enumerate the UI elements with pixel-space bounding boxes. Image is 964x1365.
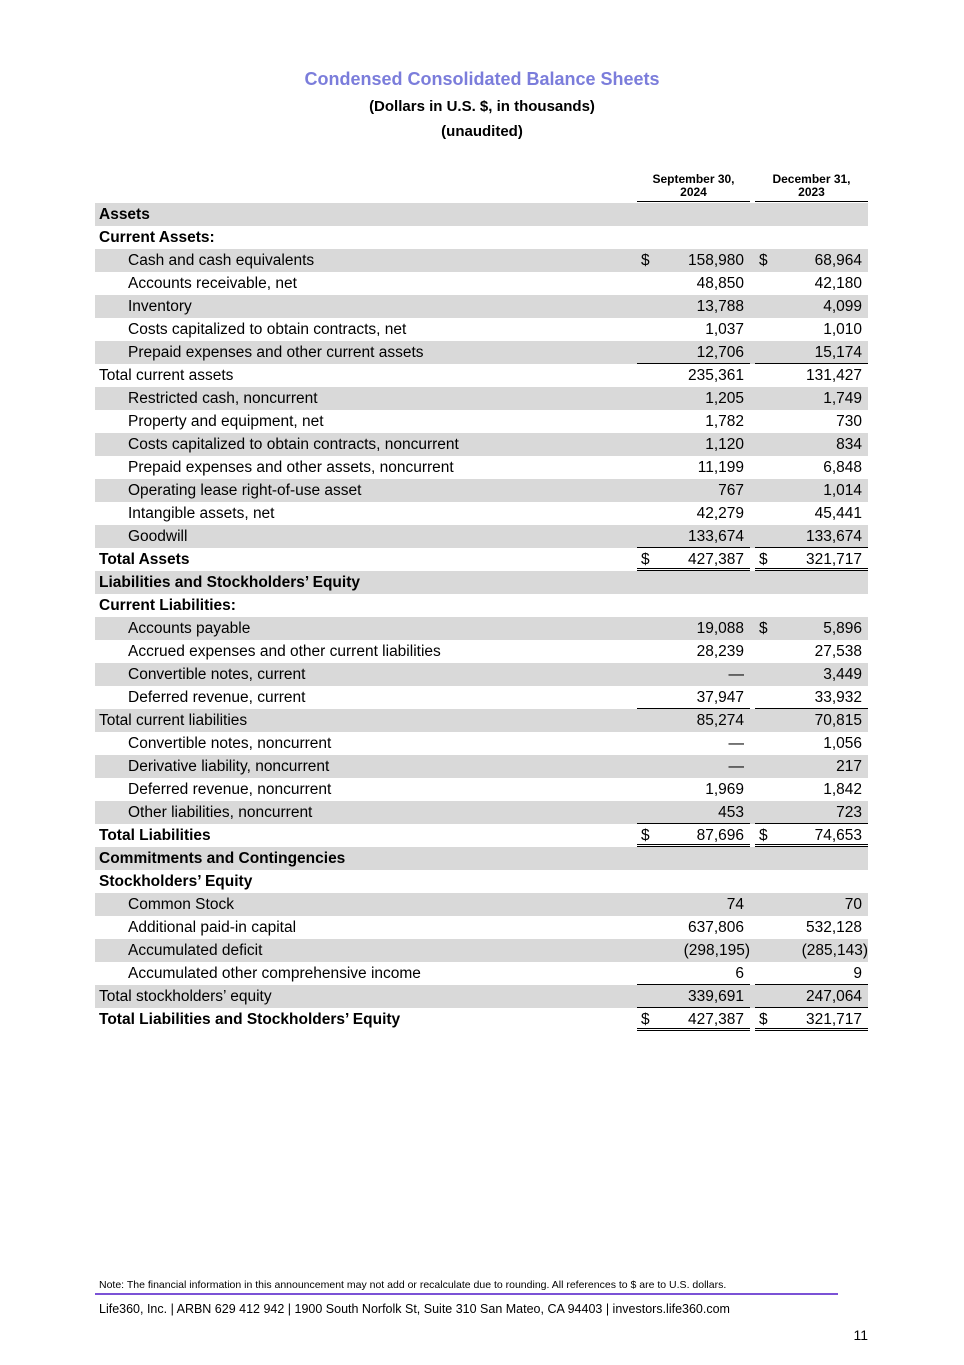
value: 1,120 bbox=[705, 436, 744, 453]
value: 339,691 bbox=[687, 988, 744, 1005]
value-cell-sep-2024 bbox=[637, 709, 750, 732]
value-cell-dec-2023 bbox=[755, 824, 868, 847]
table-row bbox=[95, 502, 868, 525]
value-cell-sep-2024 bbox=[637, 870, 750, 893]
value: 70 bbox=[844, 896, 862, 913]
value-cell-dec-2023 bbox=[755, 870, 868, 893]
value: 74,653 bbox=[814, 827, 862, 844]
table-row bbox=[95, 364, 868, 387]
value: 133,674 bbox=[687, 528, 744, 545]
value-cell-dec-2023 bbox=[755, 893, 868, 916]
row-label: Commitments and Contingencies bbox=[99, 850, 346, 867]
row-label: Assets bbox=[99, 206, 150, 223]
table-row bbox=[95, 203, 868, 226]
row-label: Operating lease right-of-use asset bbox=[128, 482, 362, 499]
value-cell-dec-2023 bbox=[755, 341, 868, 364]
value-cell-sep-2024 bbox=[637, 364, 750, 387]
value: 321,717 bbox=[805, 1011, 862, 1028]
row-label: Prepaid expenses and other assets, noncurrent bbox=[128, 459, 454, 476]
value-cell-sep-2024 bbox=[637, 939, 750, 962]
balance-sheet-table bbox=[95, 203, 868, 1031]
value-cell-dec-2023 bbox=[755, 456, 868, 479]
row-label: Convertible notes, current bbox=[128, 666, 306, 683]
value-cell-dec-2023 bbox=[755, 410, 868, 433]
value: 48,850 bbox=[696, 275, 744, 292]
table-row bbox=[95, 686, 868, 709]
value: 1,014 bbox=[823, 482, 862, 499]
value: 33,932 bbox=[814, 689, 862, 706]
value: 131,427 bbox=[805, 367, 862, 384]
value-cell-dec-2023 bbox=[755, 249, 868, 272]
currency-symbol: $ bbox=[641, 252, 650, 269]
value: 321,717 bbox=[805, 551, 862, 568]
value-cell-sep-2024 bbox=[637, 502, 750, 525]
row-label: Stockholders’ Equity bbox=[99, 873, 253, 890]
value: 6,848 bbox=[823, 459, 862, 476]
value: 9 bbox=[853, 965, 862, 982]
value-cell-sep-2024 bbox=[637, 824, 750, 847]
value-cell-dec-2023 bbox=[755, 686, 868, 709]
value-cell-dec-2023 bbox=[755, 272, 868, 295]
value: 158,980 bbox=[687, 252, 744, 269]
table-row bbox=[95, 962, 868, 985]
value: 1,205 bbox=[705, 390, 744, 407]
value-cell-sep-2024 bbox=[637, 249, 750, 272]
value-cell-sep-2024 bbox=[637, 272, 750, 295]
value-cell-dec-2023 bbox=[755, 732, 868, 755]
value-cell-dec-2023 bbox=[755, 663, 868, 686]
value-cell-sep-2024 bbox=[637, 985, 750, 1008]
table-row bbox=[95, 272, 868, 295]
value: 6 bbox=[735, 965, 744, 982]
row-label: Deferred revenue, current bbox=[128, 689, 306, 706]
value-cell-sep-2024 bbox=[637, 847, 750, 870]
value-cell-dec-2023 bbox=[755, 318, 868, 341]
value: 27,538 bbox=[814, 643, 862, 660]
value: 217 bbox=[836, 758, 862, 775]
currency-symbol: $ bbox=[759, 620, 768, 637]
value-cell-dec-2023 bbox=[755, 962, 868, 985]
value-cell-sep-2024 bbox=[637, 203, 750, 226]
table-row bbox=[95, 640, 868, 663]
value: 12,706 bbox=[696, 344, 744, 361]
value-cell-sep-2024 bbox=[637, 893, 750, 916]
table-row bbox=[95, 939, 868, 962]
value-cell-dec-2023 bbox=[755, 755, 868, 778]
value-cell-sep-2024 bbox=[637, 732, 750, 755]
value-cell-sep-2024 bbox=[637, 617, 750, 640]
value-cell-sep-2024 bbox=[637, 755, 750, 778]
value-cell-sep-2024 bbox=[637, 548, 750, 571]
value-cell-sep-2024 bbox=[637, 686, 750, 709]
value-cell-dec-2023 bbox=[755, 502, 868, 525]
value-cell-sep-2024 bbox=[637, 1008, 750, 1031]
value: (285,143) bbox=[801, 942, 868, 959]
value-cell-dec-2023 bbox=[755, 847, 868, 870]
table-row bbox=[95, 226, 868, 249]
row-label: Intangible assets, net bbox=[128, 505, 275, 522]
value: 1,969 bbox=[705, 781, 744, 798]
value: 5,896 bbox=[823, 620, 862, 637]
row-label: Accounts receivable, net bbox=[128, 275, 297, 292]
row-label: Derivative liability, noncurrent bbox=[128, 758, 330, 775]
value: 68,964 bbox=[814, 252, 862, 269]
currency-symbol: $ bbox=[759, 551, 768, 568]
value: — bbox=[728, 735, 744, 752]
currency-symbol: $ bbox=[759, 827, 768, 844]
currency-symbol: $ bbox=[641, 1011, 650, 1028]
value: 834 bbox=[836, 436, 862, 453]
table-row bbox=[95, 249, 868, 272]
value-cell-sep-2024 bbox=[637, 295, 750, 318]
table-row bbox=[95, 847, 868, 870]
page-title: Condensed Consolidated Balance Sheets bbox=[304, 69, 660, 89]
value-cell-dec-2023 bbox=[755, 617, 868, 640]
value: 19,088 bbox=[696, 620, 744, 637]
value: 1,782 bbox=[705, 413, 744, 430]
table-row bbox=[95, 479, 868, 502]
value-cell-sep-2024 bbox=[637, 801, 750, 824]
row-label: Additional paid-in capital bbox=[128, 919, 297, 936]
value-cell-dec-2023 bbox=[755, 364, 868, 387]
table-row bbox=[95, 318, 868, 341]
value: — bbox=[728, 666, 744, 683]
value-cell-sep-2024 bbox=[637, 594, 750, 617]
value: 1,010 bbox=[823, 321, 862, 338]
value: 3,449 bbox=[823, 666, 862, 683]
value-cell-sep-2024 bbox=[637, 410, 750, 433]
value-cell-dec-2023 bbox=[755, 203, 868, 226]
value: 767 bbox=[718, 482, 744, 499]
value-cell-sep-2024 bbox=[637, 663, 750, 686]
row-label: Total Liabilities and Stockholders’ Equity bbox=[99, 1011, 401, 1028]
row-label: Total current assets bbox=[99, 367, 234, 384]
currency-symbol: $ bbox=[759, 1011, 768, 1028]
value: 87,696 bbox=[696, 827, 744, 844]
value-cell-dec-2023 bbox=[755, 295, 868, 318]
value-cell-dec-2023 bbox=[755, 1008, 868, 1031]
table-row bbox=[95, 801, 868, 824]
row-label: Restricted cash, noncurrent bbox=[128, 390, 318, 407]
table-row bbox=[95, 617, 868, 640]
rounding-note: Note: The financial information in this announcement may not add or recalculate due to rounding. All references to $ are to U.S. dollars. bbox=[99, 1279, 727, 1291]
company-footer: Life360, Inc. | ARBN 629 412 942 | 1900 South Norfolk St, Suite 310 San Mateo, CA 94403 | investors.life360.com bbox=[99, 1302, 730, 1316]
table-row bbox=[95, 456, 868, 479]
value-cell-dec-2023 bbox=[755, 548, 868, 571]
row-label: Total stockholders’ equity bbox=[99, 988, 272, 1005]
value: 427,387 bbox=[687, 551, 744, 568]
value-cell-sep-2024 bbox=[637, 318, 750, 341]
row-label: Total Liabilities bbox=[99, 827, 211, 844]
row-label: Accumulated deficit bbox=[128, 942, 263, 959]
units-subtitle: (Dollars in U.S. $, in thousands) bbox=[369, 98, 595, 115]
row-label: Inventory bbox=[128, 298, 192, 315]
value-cell-sep-2024 bbox=[637, 433, 750, 456]
value-cell-dec-2023 bbox=[755, 778, 868, 801]
value-cell-sep-2024 bbox=[637, 571, 750, 594]
value-cell-dec-2023 bbox=[755, 387, 868, 410]
row-label: Property and equipment, net bbox=[128, 413, 324, 430]
value: 15,174 bbox=[814, 344, 862, 361]
value: 70,815 bbox=[814, 712, 862, 729]
value-cell-sep-2024 bbox=[637, 525, 750, 548]
value: 28,239 bbox=[696, 643, 744, 660]
value-cell-dec-2023 bbox=[755, 801, 868, 824]
value: 247,064 bbox=[805, 988, 862, 1005]
value: 453 bbox=[718, 804, 744, 821]
value-cell-sep-2024 bbox=[637, 226, 750, 249]
row-label: Goodwill bbox=[128, 528, 188, 545]
value-cell-dec-2023 bbox=[755, 939, 868, 962]
table-row bbox=[95, 778, 868, 801]
row-label: Costs capitalized to obtain contracts, net bbox=[128, 321, 407, 338]
value: 1,056 bbox=[823, 735, 862, 752]
column-header-sep-2024-text: September 30, 2024 bbox=[652, 172, 735, 199]
value: 4,099 bbox=[823, 298, 862, 315]
value-cell-sep-2024 bbox=[637, 341, 750, 364]
row-label: Deferred revenue, noncurrent bbox=[128, 781, 332, 798]
value-cell-dec-2023 bbox=[755, 640, 868, 663]
table-row bbox=[95, 433, 868, 456]
value: 13,788 bbox=[696, 298, 744, 315]
row-label: Current Liabilities: bbox=[99, 597, 236, 614]
table-row bbox=[95, 732, 868, 755]
currency-symbol: $ bbox=[641, 551, 650, 568]
value: 1,842 bbox=[823, 781, 862, 798]
page-number: 11 bbox=[853, 1327, 868, 1343]
currency-symbol: $ bbox=[759, 252, 768, 269]
table-row bbox=[95, 985, 868, 1008]
value-cell-dec-2023 bbox=[755, 709, 868, 732]
row-label: Cash and cash equivalents bbox=[128, 252, 315, 269]
value-cell-sep-2024 bbox=[637, 916, 750, 939]
table-row bbox=[95, 916, 868, 939]
table-row bbox=[95, 709, 868, 732]
row-label: Liabilities and Stockholders’ Equity bbox=[99, 574, 360, 591]
row-label: Common Stock bbox=[128, 896, 234, 913]
value-cell-sep-2024 bbox=[637, 387, 750, 410]
value-cell-dec-2023 bbox=[755, 525, 868, 548]
value-cell-dec-2023 bbox=[755, 226, 868, 249]
value: 532,128 bbox=[805, 919, 862, 936]
row-label: Current Assets: bbox=[99, 229, 215, 246]
value-cell-dec-2023 bbox=[755, 571, 868, 594]
table-row bbox=[95, 755, 868, 778]
value: 637,806 bbox=[687, 919, 744, 936]
row-label: Total Assets bbox=[99, 551, 190, 568]
table-row bbox=[95, 594, 868, 617]
table-row bbox=[95, 295, 868, 318]
table-row bbox=[95, 341, 868, 364]
value: 1,749 bbox=[823, 390, 862, 407]
column-header-dec-2023 bbox=[755, 173, 868, 202]
table-row bbox=[95, 548, 868, 571]
value: 37,947 bbox=[696, 689, 744, 706]
value: 427,387 bbox=[687, 1011, 744, 1028]
table-row bbox=[95, 410, 868, 433]
table-row bbox=[95, 571, 868, 594]
table-row bbox=[95, 870, 868, 893]
table-row bbox=[95, 893, 868, 916]
column-header-dec-2023-text: December 31, 2023 bbox=[772, 172, 851, 199]
row-label: Total current liabilities bbox=[99, 712, 248, 729]
unaudited-subtitle: (unaudited) bbox=[441, 123, 523, 140]
value-cell-dec-2023 bbox=[755, 479, 868, 502]
value: 45,441 bbox=[814, 505, 862, 522]
value-cell-dec-2023 bbox=[755, 916, 868, 939]
row-label: Prepaid expenses and other current assets bbox=[128, 344, 424, 361]
value-cell-sep-2024 bbox=[637, 479, 750, 502]
currency-symbol: $ bbox=[641, 827, 650, 844]
row-label: Convertible notes, noncurrent bbox=[128, 735, 332, 752]
row-label: Accounts payable bbox=[128, 620, 251, 637]
value-cell-sep-2024 bbox=[637, 778, 750, 801]
value: 235,361 bbox=[687, 367, 744, 384]
value: — bbox=[728, 758, 744, 775]
row-label: Costs capitalized to obtain contracts, noncurrent bbox=[128, 436, 459, 453]
value: 1,037 bbox=[705, 321, 744, 338]
value-cell-dec-2023 bbox=[755, 433, 868, 456]
value: (298,195) bbox=[683, 942, 750, 959]
value-cell-dec-2023 bbox=[755, 985, 868, 1008]
footer-divider bbox=[95, 1293, 838, 1295]
row-label: Accumulated other comprehensive income bbox=[128, 965, 421, 982]
row-label: Accrued expenses and other current liabilities bbox=[128, 643, 441, 660]
value-cell-sep-2024 bbox=[637, 456, 750, 479]
column-header-sep-2024 bbox=[637, 173, 750, 202]
value: 723 bbox=[836, 804, 862, 821]
value-cell-sep-2024 bbox=[637, 640, 750, 663]
table-row bbox=[95, 663, 868, 686]
value: 42,279 bbox=[696, 505, 744, 522]
value: 42,180 bbox=[814, 275, 862, 292]
value: 74 bbox=[726, 896, 744, 913]
value: 85,274 bbox=[696, 712, 744, 729]
value: 730 bbox=[836, 413, 862, 430]
table-row bbox=[95, 1008, 868, 1031]
value: 11,199 bbox=[697, 459, 744, 476]
value: 133,674 bbox=[805, 528, 862, 545]
value-cell-sep-2024 bbox=[637, 962, 750, 985]
row-label: Other liabilities, noncurrent bbox=[128, 804, 313, 821]
table-row bbox=[95, 525, 868, 548]
table-row bbox=[95, 824, 868, 847]
value-cell-dec-2023 bbox=[755, 594, 868, 617]
table-row bbox=[95, 387, 868, 410]
